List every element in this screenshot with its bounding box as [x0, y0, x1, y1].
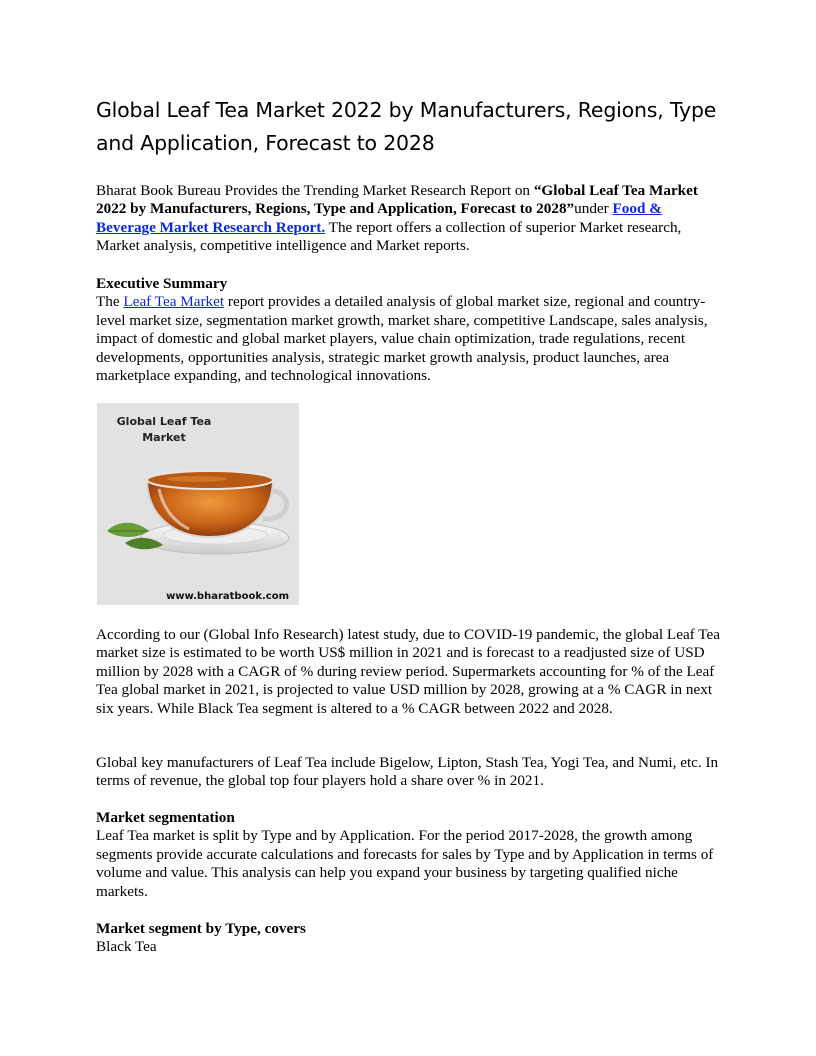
figure-url: www.bharatbook.com: [166, 591, 289, 602]
segment-by-type: [96, 920, 722, 957]
executive-the: The: [96, 293, 124, 311]
by-type-heading: Market segment by Type, covers: [96, 920, 306, 937]
report-title: “Global Leaf Tea Market 2022 by Manufacturers, Regions, Type and Application, Forecast to 2028”: [96, 182, 698, 218]
food-beverage-link[interactable]: Food & Beverage Market Research Report: [96, 200, 662, 236]
executive-summary-heading: Executive Summary: [96, 275, 228, 292]
intro-under: under: [574, 200, 613, 218]
executive-summary: [96, 275, 722, 385]
link-period: .: [321, 218, 326, 236]
manufacturers-paragraph: Global key manufacturers of Leaf Tea include Bigelow, Lipton, Stash Tea, Yogi Tea, and Numi, etc. In terms of revenue, the global top four players hold a share over % in 2021.: [96, 754, 719, 790]
intro-text: Bharat Book Bureau Provides the Trending Market Research Report on: [96, 182, 534, 199]
executive-text: report provides a detailed analysis of global market size, regional and country-level market size, segmentation market growth, market share, competitive Landscape, sales analysis, impact of domestic and global market players, value chain optimization, trade regulations, recent developments, opportunities analysis, strategic market growth analysis, product launches, area marketplace expanding, and technological innovations.: [96, 293, 708, 385]
study-paragraph: According to our (Global Info Research) latest study, due to COVID-19 pandemic, the global Leaf Tea market size is estimated to be worth US$ million in 2021 and is forecast to a readjusted size of USD million by 2028 with a CAGR of % during review period. Supermarkets accounting for % of the Leaf Tea global market in 2021, is projected to value USD million by 2028, growing at a % CAGR in next six years. While Black Tea segment is altered to a % CAGR between 2022 and 2028.: [96, 626, 720, 717]
intro-text-2: The report offers a collection of superior Market research, Market analysis, competitive intelligence and Market reports.: [96, 218, 682, 255]
leaf-tea-image: [97, 403, 299, 605]
leaf-tea-market-link[interactable]: Leaf Tea Market: [123, 293, 225, 311]
segmentation-heading: Market segmentation: [96, 809, 235, 826]
segmentation-text: Leaf Tea market is split by Type and by Application. For the period 2017-2028, the growth among segments provide accurate calculations and forecasts for sales by Type and by Application in terms of volume and value. This analysis can help you expand your business by targeting qualified niche markets.: [96, 827, 714, 900]
figure-title: Global Leaf Tea Market: [116, 415, 212, 444]
intro-paragraph: [96, 182, 722, 256]
market-segmentation: [96, 809, 722, 901]
document-title: Global Leaf Tea Market 2022 by Manufacturers, Regions, Type and Application, Forecast to 2028: [96, 98, 717, 155]
type-item: Black Tea: [96, 938, 157, 956]
